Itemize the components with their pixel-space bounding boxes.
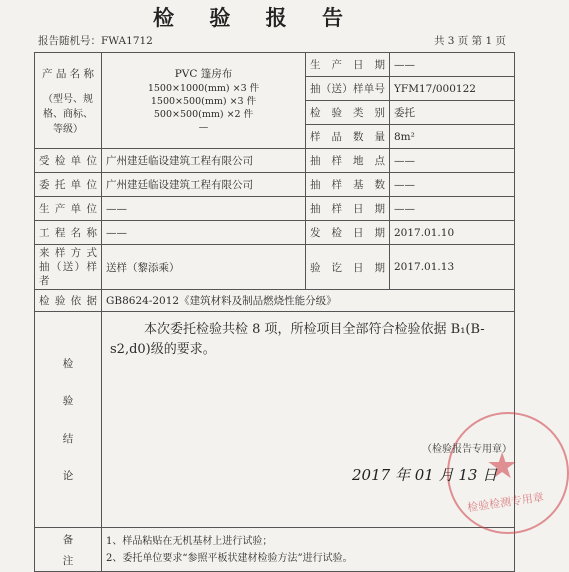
table-row xyxy=(35,149,515,173)
report-table xyxy=(34,52,545,572)
conclusion-label-char: 验 xyxy=(62,395,74,408)
test-type-value: 委托 xyxy=(390,101,515,125)
product-label-line1: 产 品 名 称 xyxy=(41,67,94,80)
sample-qty-label: 样 品 数 量 xyxy=(306,125,390,149)
product-spec-1: 1500×1000(mm) ×3 件 xyxy=(147,83,260,94)
report-number-value: FWA1712 xyxy=(101,35,153,47)
client-unit-value: 广州建廷临设建筑工程有限公司 xyxy=(102,173,306,197)
signature-date: 2017 年 01 月 13 日 xyxy=(352,466,498,484)
production-date-value: —— xyxy=(390,53,515,77)
conclusion-label-char: 检 xyxy=(62,357,74,370)
production-date-label: 生 产 日 期 xyxy=(306,53,390,77)
product-spec-4: — xyxy=(198,122,209,133)
product-spec-3: 500×500(mm) ×2 件 xyxy=(153,109,254,120)
client-unit-label: 委 托 单 位 xyxy=(35,173,102,197)
basis-value: GB8624-2012《建筑材料及制品燃烧性能分级》 xyxy=(102,290,515,312)
dispatch-date-value: 2017.01.10 xyxy=(390,221,515,245)
completion-date-label: 验 讫 日 期 xyxy=(306,245,390,290)
inspected-unit-value: 广州建廷临设建筑工程有限公司 xyxy=(102,149,306,173)
table-row xyxy=(35,245,515,290)
notes-label-char: 备 xyxy=(62,533,74,546)
table-row xyxy=(35,221,515,245)
test-type-label: 检 验 类 别 xyxy=(306,101,390,125)
producer-label: 生 产 单 位 xyxy=(35,197,102,221)
page-info: 共 3 页 第 1 页 xyxy=(433,35,506,47)
product-label-line2: （型号、规格、商标、等级） xyxy=(43,93,93,135)
table-row xyxy=(35,290,515,312)
sampling-date-label: 抽 样 日 期 xyxy=(306,197,390,221)
table-row xyxy=(35,173,515,197)
sampling-place-value: —— xyxy=(390,149,515,173)
sample-qty-value: 8m² xyxy=(390,125,515,149)
sample-no-label: 抽（送）样单号 xyxy=(306,77,390,101)
table-row xyxy=(35,53,515,77)
table-row xyxy=(35,197,515,221)
dispatch-date-label: 发 检 日 期 xyxy=(306,221,390,245)
notes-label-cell xyxy=(35,528,102,572)
seal-star-icon: ★ xyxy=(486,446,519,487)
conclusion-label-char: 论 xyxy=(62,470,74,483)
note-item-2: 2、委托单位要求“参照平板状建材检验方法”进行试验。 xyxy=(106,552,353,564)
conclusion-label-char: 结 xyxy=(62,432,74,445)
producer-value: —— xyxy=(102,197,306,221)
conclusion-text: 本次委托检验共检 8 项，所检项目全部符合检验依据 B₁(B-s2,d0)级的要求。 xyxy=(110,322,485,357)
sample-method-label: 来 样 方 式 xyxy=(39,247,97,259)
project-name-value: —— xyxy=(102,221,306,245)
product-label-cell xyxy=(35,53,102,149)
product-name: PVC 篷房布 xyxy=(174,68,233,80)
inspected-unit-label: 受 检 单 位 xyxy=(35,149,102,173)
notes-cell xyxy=(102,528,515,572)
table-row xyxy=(35,528,515,572)
sample-method-value: 送样（黎添乘） xyxy=(102,245,306,290)
seal-text: 检验检测专用章 xyxy=(466,490,545,515)
sampling-place-label: 抽 样 地 点 xyxy=(306,149,390,173)
sampler-label: 抽（送）样者 xyxy=(39,261,97,287)
sampling-date-value: —— xyxy=(390,197,515,221)
product-spec-2: 1500×500(mm) ×3 件 xyxy=(150,96,257,107)
report-title: 检 验 报 告 xyxy=(153,5,357,30)
sample-no-value: YFM17/000122 xyxy=(390,77,515,101)
notes-label-char: 注 xyxy=(62,554,74,567)
conclusion-label-cell xyxy=(35,312,102,528)
conclusion-cell xyxy=(102,312,545,528)
product-value-cell xyxy=(102,53,306,149)
report-number-label: 报告随机号： xyxy=(38,35,101,47)
note-item-1: 1、样品粘贴在无机基材上进行试验； xyxy=(106,535,273,547)
basis-label: 检 验 依 据 xyxy=(35,290,102,312)
report-number xyxy=(38,33,153,48)
sampling-base-label: 抽 样 基 数 xyxy=(306,173,390,197)
sampling-base-value: —— xyxy=(390,173,515,197)
completion-date-value: 2017.01.13 xyxy=(390,245,515,290)
stamp-label: （检验报告专用章） xyxy=(422,444,512,455)
sample-method-label-cell xyxy=(35,245,102,290)
project-name-label: 工 程 名 称 xyxy=(35,221,102,245)
table-row xyxy=(35,312,515,528)
